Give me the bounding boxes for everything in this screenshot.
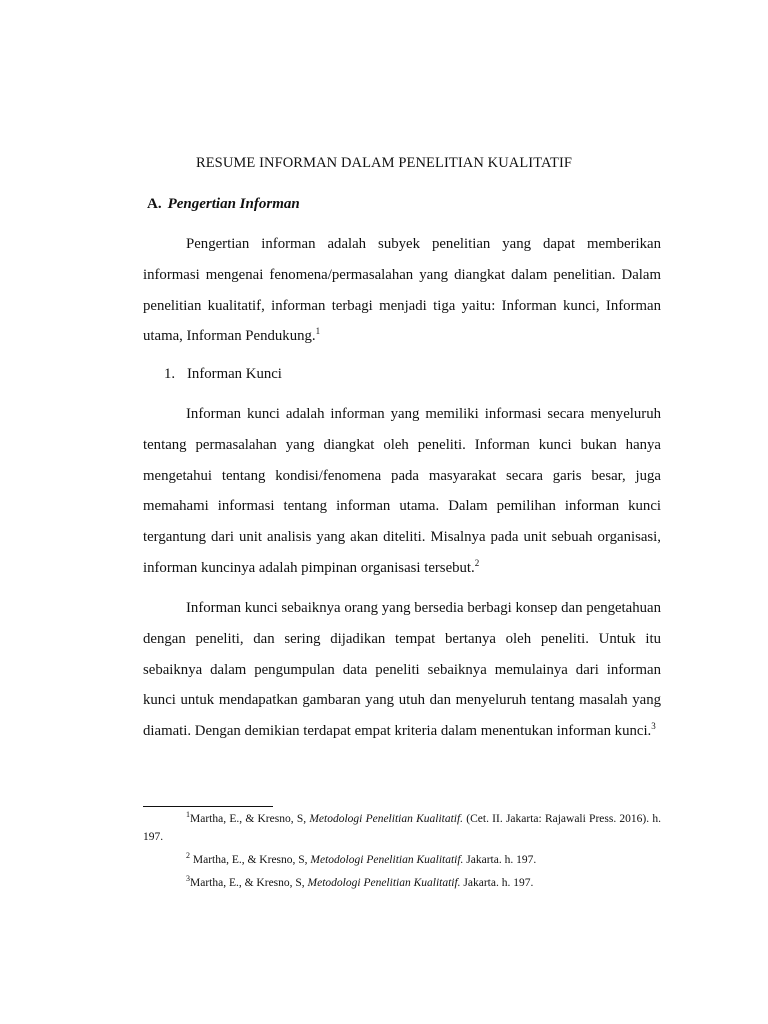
footnote-book-title: Metodologi Penelitian Kualitatif. xyxy=(310,854,464,866)
paragraph-text: Pengertian informan adalah subyek penelitian yang dapat memberikan informasi mengenai fenomena/permasalahan yang diangkat dalam penelitian. Dalam penelitian kualitatif, informan terbagi menjadi tiga yaitu: Informan kunci, Informan utama, Informan Pendukung. xyxy=(143,236,661,345)
footnote-ref: 2 xyxy=(474,558,480,569)
footnote-separator xyxy=(143,806,273,807)
footnote-3 xyxy=(143,874,661,892)
paragraph-text: Informan kunci adalah informan yang memiliki informasi secara menyeluruh tentang permasalahan yang diangkat oleh peneliti. Informan kunci bukan hanya mengetahui tentang kondisi/fenomena pada masyarakat secara garis besar, juga memahami informasi tentang informan utama. Dalam pemilihan informan kunci tergantung dari unit analisis yang akan diteliti. Misalnya pada unit sebuah organisasi, informan kuncinya adalah pimpinan organisasi tersebut. xyxy=(143,406,661,576)
footnote-book-title: Metodologi Penelitian Kualitatif. xyxy=(307,877,461,889)
footnote-ref: 3 xyxy=(651,721,656,732)
footnote-2 xyxy=(143,851,661,869)
footnote-number: 3 xyxy=(186,874,190,884)
document-title: RESUME INFORMAN DALAM PENELITIAN KUALITATIF xyxy=(195,155,573,171)
footnote-author: Martha, E., & Kresno, S, xyxy=(190,813,310,825)
footnote-number: 1 xyxy=(186,810,190,820)
paragraph-informan-kunci xyxy=(143,399,661,584)
footnote-author: Martha, E., & Kresno, S, xyxy=(190,854,311,866)
list-item-number: 1. xyxy=(164,366,176,382)
footnote-author: Martha, E., & Kresno, S, xyxy=(190,877,308,889)
paragraph-text: Informan kunci sebaiknya orang yang bersedia berbagi konsep dan pengetahuan dengan peneliti, dan sering dijadikan tempat bertanya oleh peneliti. Untuk itu sebaiknya dalam pengumpulan data peneliti sebaiknya memulainya dari informan kunci untuk mendapatkan gambaran yang utuh dan menyeluruh tentang masalah yang diamati. Dengan demikian terdapat empat kriteria dalam menentukan informan kunci. xyxy=(143,600,661,740)
list-item-informan-kunci xyxy=(164,366,282,383)
paragraph-definition xyxy=(143,229,661,352)
footnote-book-title: Metodologi Penelitian Kualitatif. xyxy=(309,813,464,825)
footnote-ref: 1 xyxy=(315,326,321,337)
section-letter: A. xyxy=(147,196,162,212)
footnote-details: (Cet. II. Jakarta: Rajawali Press. 2016). h. 197. xyxy=(143,813,661,843)
section-heading-text: Pengertian Informan xyxy=(167,196,300,212)
footnote-details: Jakarta. h. 197. xyxy=(460,877,534,889)
footnote-details: Jakarta. h. 197. xyxy=(463,854,537,866)
list-item-label: Informan Kunci xyxy=(187,366,282,382)
footnote-1 xyxy=(143,810,661,846)
footnote-number: 2 xyxy=(186,851,190,861)
section-heading xyxy=(147,196,300,213)
paragraph-informan-kunci-criteria xyxy=(143,593,661,747)
